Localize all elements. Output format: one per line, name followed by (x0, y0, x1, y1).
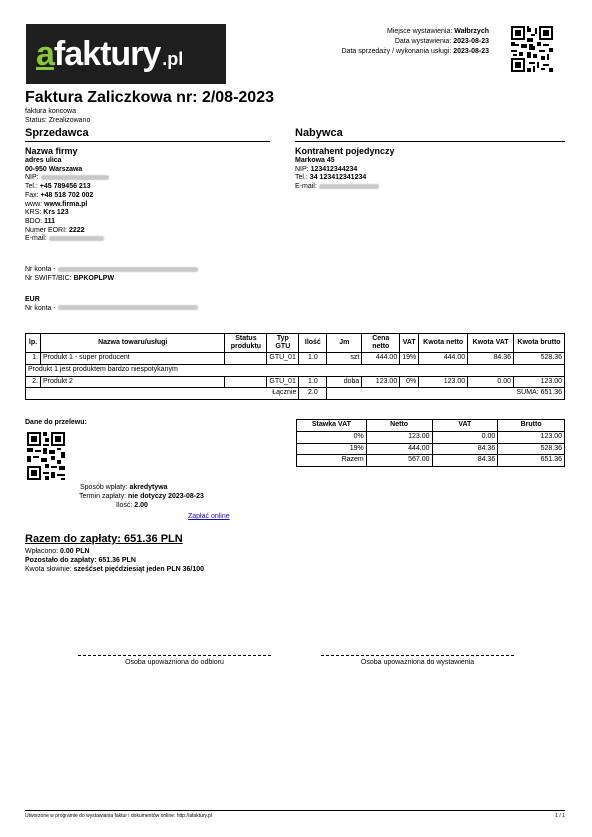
footer-text: Utworzone w programie do wystawiania faktur i dokumentów online: http://afaktury.pl (25, 813, 212, 819)
sale-date-label: Data sprzedaży / wykonania usługi: (341, 48, 452, 55)
seller-nip-label: NIP: (25, 174, 39, 182)
payment-qty-label: Ilość: (116, 502, 133, 509)
cell-vat: 19% (400, 353, 419, 365)
col-lp: lp. (26, 334, 41, 353)
seller-fax-label: Fax: (25, 191, 39, 199)
sale-date-value: 2023-08-23 (453, 48, 489, 55)
payment-qty-row (78, 501, 248, 510)
logo-domain: .pl (162, 48, 184, 69)
redacted-value (58, 305, 198, 310)
seller-tel: +45 789456 213 (39, 183, 91, 191)
seller-account-row (25, 266, 265, 275)
payment-qty: 2.00 (134, 502, 148, 509)
cell-vat-amount: 0.00 (468, 376, 514, 388)
buyer-details (295, 146, 555, 192)
seller-krs-label: KRS: (25, 209, 42, 217)
col-price: Cena netto (362, 334, 400, 353)
seller-eori: 2222 (68, 226, 85, 234)
paid-label: Wpłacono: (25, 548, 59, 555)
payment-method-label: Sposób wpłaty: (80, 484, 128, 491)
logo-letter-a: a (36, 34, 54, 73)
signature-line-receiver (78, 655, 271, 656)
seller-swift-row (25, 275, 265, 284)
invoice-type: faktura koncowa (25, 108, 76, 115)
cell-unit: doba (327, 376, 362, 388)
vat-row (297, 443, 565, 455)
buyer-tel-label: Tel.: (295, 174, 308, 182)
seller-tel-row (25, 183, 265, 192)
buyer-tel-row (295, 174, 555, 183)
remaining-value: 651.36 PLN (98, 557, 136, 564)
cell-net: 444.00 (419, 353, 468, 365)
buyer-email-label: E-mail: (295, 183, 317, 191)
payment-term-label: Termin zapłaty: (79, 493, 127, 500)
vat-cell: 123.00 (366, 431, 432, 443)
cell-lp: 2. (26, 376, 41, 388)
cell-qty: 1.0 (299, 353, 327, 365)
account-label: Nr konta - (25, 266, 56, 273)
vat-cell: Razem (297, 455, 367, 467)
items-header-row (26, 334, 565, 353)
table-row (26, 376, 565, 388)
buyer-heading: Nabywca (295, 127, 565, 142)
cell-vat: 0% (400, 376, 419, 388)
cell-lp: 1. (26, 353, 41, 365)
invoice-title: Faktura Zaliczkowa nr: 2/08-2023 (25, 89, 274, 106)
words-value: sześćset pięćdziesiąt jeden PLN 36/100 (73, 566, 205, 573)
seller-details (25, 146, 265, 244)
invoice-status: Status: Zrealizowano (25, 116, 91, 124)
payment-summary (25, 547, 325, 574)
total-sum: SUMA: 651.36 (327, 388, 565, 400)
col-status: Status produktu (225, 334, 267, 353)
seller-bdo-row (25, 218, 265, 227)
buyer-nip-label: NIP: (295, 165, 309, 173)
col-vat-amount: Kwota VAT (468, 334, 514, 353)
qr-code-icon (511, 26, 553, 72)
payment-details (78, 483, 248, 510)
vat-cell: 0% (297, 431, 367, 443)
vat-cell: 528.36 (498, 443, 565, 455)
vat-cell: 84.36 (432, 443, 498, 455)
cell-status (225, 353, 267, 365)
buyer-tel: 34 123412341234 (309, 174, 367, 182)
vat-col-gross: Brutto (498, 420, 565, 432)
paid-value: 0.00 PLN (60, 548, 90, 555)
remaining-label: Pozostało do zapłaty: (25, 557, 97, 564)
seller-www-label: www: (25, 200, 43, 208)
vat-cell: 0.00 (432, 431, 498, 443)
signature-label-issuer: Osoba upoważniona do wystawienia (360, 659, 475, 666)
account2-label: Nr konta - (25, 304, 56, 312)
cell-price: 444.00 (362, 353, 400, 365)
payment-term-row (78, 492, 248, 501)
swift-value: BPKOPLPW (73, 274, 115, 282)
seller-www: www.firma.pl (44, 200, 88, 208)
payment-method-row (78, 483, 248, 492)
vat-cell: 444.00 (366, 443, 432, 455)
currency: EUR (25, 296, 40, 303)
payment-qr-code-icon (27, 432, 65, 480)
cell-qty: 1.0 (299, 376, 327, 388)
table-row-note (26, 364, 565, 376)
vat-cell: 84.36 (432, 455, 498, 467)
total-label: Łącznie (26, 388, 299, 400)
seller-street: adres ulica (25, 157, 62, 164)
place-value: Wałbrzych (454, 28, 489, 35)
amount-due: Razem do zapłaty: 651.36 PLN (25, 533, 183, 545)
table-total-row (26, 388, 565, 400)
redacted-value (58, 267, 198, 272)
seller-city: 00-950 Warszawa (25, 165, 83, 173)
page-footer (25, 810, 565, 819)
vat-col-rate: Stawka VAT (297, 420, 367, 432)
seller-krs-row (25, 209, 265, 218)
seller-email-label: E-mail: (25, 235, 47, 243)
col-gtu: Typ GTU (267, 334, 299, 353)
vat-row-total (297, 455, 565, 467)
vat-col-vat: VAT (432, 420, 498, 432)
payment-method: akredytywa (129, 484, 168, 491)
signature-label-receiver: Osoba upoważniona do odbioru (125, 659, 224, 666)
vat-cell: 651.36 (498, 455, 565, 467)
seller-name: Nazwa firmy (25, 146, 78, 156)
seller-fax-row (25, 192, 265, 201)
cell-gross: 123.00 (514, 376, 565, 388)
pay-online-link[interactable]: Zapłać online (188, 513, 230, 520)
seller-fax: +48 518 702 002 (40, 191, 94, 199)
vat-col-net: Netto (366, 420, 432, 432)
buyer-name: Kontrahent pojedynczy (295, 146, 395, 156)
cell-vat-amount: 84.36 (468, 353, 514, 365)
transfer-heading: Dane do przelewu: (25, 419, 87, 426)
cell-gross: 528.36 (514, 353, 565, 365)
vat-row (297, 431, 565, 443)
col-vat: VAT (400, 334, 419, 353)
seller-bdo: 111 (44, 217, 55, 225)
items-table (25, 333, 565, 400)
cell-note: Produkt 1 jest produktem bardzo niespotykanym (26, 364, 565, 376)
swift-label: Nr SWIFT/BIC: (25, 274, 72, 282)
invoice-subtitle-block (25, 108, 90, 125)
seller-nip-row (25, 174, 265, 183)
seller-eori-row (25, 227, 265, 236)
buyer-street: Markowa 45 (295, 157, 335, 164)
redacted-value (41, 175, 109, 180)
table-row (26, 353, 565, 365)
cell-price: 123.00 (362, 376, 400, 388)
seller-email-row (25, 235, 265, 244)
vat-header-row (297, 420, 565, 432)
buyer-email-row (295, 183, 555, 192)
logo-text: faktury (53, 34, 161, 73)
page-number: 1 / 1 (555, 813, 565, 819)
seller-krs: Krs 123 (43, 209, 69, 217)
seller-eori-label: Numer EORI: (25, 226, 68, 234)
cell-name: Produkt 2 (40, 376, 224, 388)
seller-www-row (25, 201, 265, 210)
words-label: Kwota słownie: (25, 566, 72, 573)
seller-heading: Sprzedawca (25, 127, 270, 142)
seller-tel-label: Tel.: (25, 183, 38, 191)
cell-name: Produkt 1 - super producent (40, 353, 224, 365)
cell-net: 123.00 (419, 376, 468, 388)
col-name: Nazwa towaru/usługi (40, 334, 224, 353)
place-label: Miejsce wystawienia: (386, 28, 453, 35)
col-unit: Jm (327, 334, 362, 353)
col-net: Kwota netto (419, 334, 468, 353)
company-logo (26, 24, 226, 84)
payment-term: nie dotyczy 2023-08-23 (128, 493, 204, 500)
signature-line-issuer (321, 655, 514, 656)
seller-bank (25, 266, 265, 283)
seller-account2-row (25, 305, 265, 314)
cell-status (225, 376, 267, 388)
vat-cell: 19% (297, 443, 367, 455)
vat-cell: 123.00 (498, 431, 565, 443)
redacted-value (319, 184, 379, 189)
seller-currency-account (25, 296, 265, 313)
redacted-value (49, 236, 104, 241)
buyer-nip-row (295, 166, 555, 175)
seller-bdo-label: BDO: (25, 217, 43, 225)
cell-gtu: GTU_01 (267, 376, 299, 388)
cell-unit: szt (327, 353, 362, 365)
total-qty: 2.0 (299, 388, 327, 400)
col-qty: Ilość (299, 334, 327, 353)
cell-gtu: GTU_01 (267, 353, 299, 365)
issue-date-label: Data wystawienia: (394, 38, 452, 45)
issue-date-value: 2023-08-23 (453, 38, 489, 45)
vat-cell: 567.00 (366, 455, 432, 467)
vat-summary-table (296, 419, 565, 467)
paid-row (25, 547, 325, 556)
col-gross: Kwota brutto (514, 334, 565, 353)
remaining-row (25, 556, 325, 565)
words-row (25, 565, 325, 574)
buyer-nip: 123412344234 (310, 165, 358, 173)
invoice-meta (342, 27, 490, 57)
